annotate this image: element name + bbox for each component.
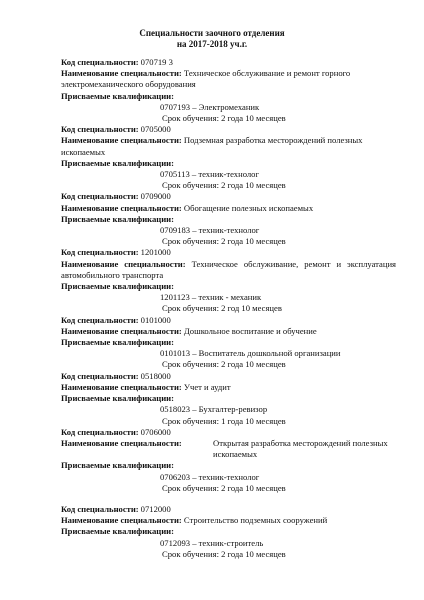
name-label: Наименование специальности: <box>61 68 182 79</box>
duration-value: Срок обучения: 2 года 10 месяцев <box>162 113 286 124</box>
code-value: 0709000 <box>140 191 171 202</box>
name-value: Техническое обслуживание, ремонт и эксплуатация автомобильного транспорта <box>61 258 396 280</box>
quals-label: Присваемые квалификации: <box>61 526 174 537</box>
page-title-line2: на 2017-2018 уч.г. <box>176 39 248 49</box>
name-label: Наименование специальности: <box>61 437 182 448</box>
quals-label: Присваемые квалификации: <box>61 337 174 348</box>
quals-label: Присваемые квалификации: <box>61 393 174 404</box>
code-value: 0706000 <box>140 426 171 437</box>
duration-value: Срок обучения: 2 года 10 месяцев <box>162 236 286 247</box>
code-value: 0518000 <box>140 370 171 381</box>
code-label: Код специальности: <box>61 370 139 381</box>
code-value: 1201000 <box>140 247 171 258</box>
qualification-value: 0101013 – Воспитатель дошкольной организации <box>160 348 341 359</box>
specialty-entry <box>61 191 396 247</box>
specialty-entry <box>61 247 396 314</box>
specialty-entry <box>61 371 396 427</box>
specialty-entry <box>61 427 396 494</box>
qualification-value: 0705113 – техник-технолог <box>160 169 259 180</box>
code-label: Код специальности: <box>61 426 139 437</box>
name-label: Наименование специальности: <box>61 202 182 213</box>
name-label: Наименование специальности: <box>61 515 182 526</box>
code-value: 070719 3 <box>140 57 173 67</box>
specialty-entry <box>61 315 396 371</box>
code-value: 0101000 <box>140 314 171 325</box>
quals-label: Присваемые квалификации: <box>61 460 174 471</box>
section-gap <box>61 494 396 504</box>
name-value: Техническое обслуживание и ремонт горного электромеханического оборудования <box>61 68 351 90</box>
duration-value: Срок обучения: 1 года 10 месяцев <box>162 415 286 426</box>
duration-value: Срок обучения: 2 года 10 месяцев <box>162 180 286 191</box>
qualification-value: 0712093 – техник-строитель <box>160 537 264 548</box>
quals-label: Присваемые квалификации: <box>61 281 174 292</box>
duration-value: Срок обучения: 2 года 10 месяцев <box>162 482 286 493</box>
name-value: Обогащение полезных ископаемых <box>183 202 314 213</box>
specialty-entry <box>61 57 396 124</box>
specialty-entry <box>61 124 396 191</box>
duration-value: Срок обучения: 2 год 10 месяцев <box>162 303 282 314</box>
specialty-entry <box>61 504 396 560</box>
name-value: Открытая разработка месторождений полезных ископаемых <box>213 437 388 460</box>
name-value: Подземная разработка месторождений полезных ископаемых <box>61 135 363 157</box>
name-value: Учет и аудит <box>183 381 231 392</box>
code-value: 0712000 <box>140 503 171 514</box>
quals-label: Присваемые квалификации: <box>61 157 174 168</box>
name-label: Наименование специальности: <box>61 381 182 392</box>
qualification-value: 0706203 – техник-технолог <box>160 471 260 482</box>
qualification-value: 0709183 – техник-технолог <box>160 225 260 236</box>
name-label: Наименование специальности: <box>61 135 182 146</box>
duration-value: Срок обучения: 2 года 10 месяцев <box>162 548 286 559</box>
qualification-value: 1201123 – техник - механик <box>160 292 262 303</box>
qualification-value: 0518023 – Бухгалтер-ревизор <box>160 404 268 415</box>
qualification-value: 0707193 – Электромеханик <box>160 101 260 112</box>
name-label: Наименование специальности: <box>61 325 182 336</box>
page-title-line1: Специальности заочного отделения <box>139 28 285 38</box>
specialties-list <box>61 57 396 560</box>
name-value: Строительство подземных сооружений <box>183 515 328 526</box>
code-label: Код специальности: <box>61 314 139 325</box>
code-label: Код специальности: <box>61 124 139 135</box>
duration-value: Срок обучения: 2 года 10 месяцев <box>162 359 286 370</box>
quals-label: Присваемые квалификации: <box>61 90 174 101</box>
code-label: Код специальности: <box>61 191 139 202</box>
name-value: Дошкольное воспитание и обучение <box>183 325 317 336</box>
code-label: Код специальности: <box>61 57 139 67</box>
quals-label: Присваемые квалификации: <box>61 213 174 224</box>
code-label: Код специальности: <box>61 247 139 258</box>
code-value: 0705000 <box>140 124 171 135</box>
code-label: Код специальности: <box>61 503 139 514</box>
name-label: Наименование специальности: <box>61 258 186 269</box>
